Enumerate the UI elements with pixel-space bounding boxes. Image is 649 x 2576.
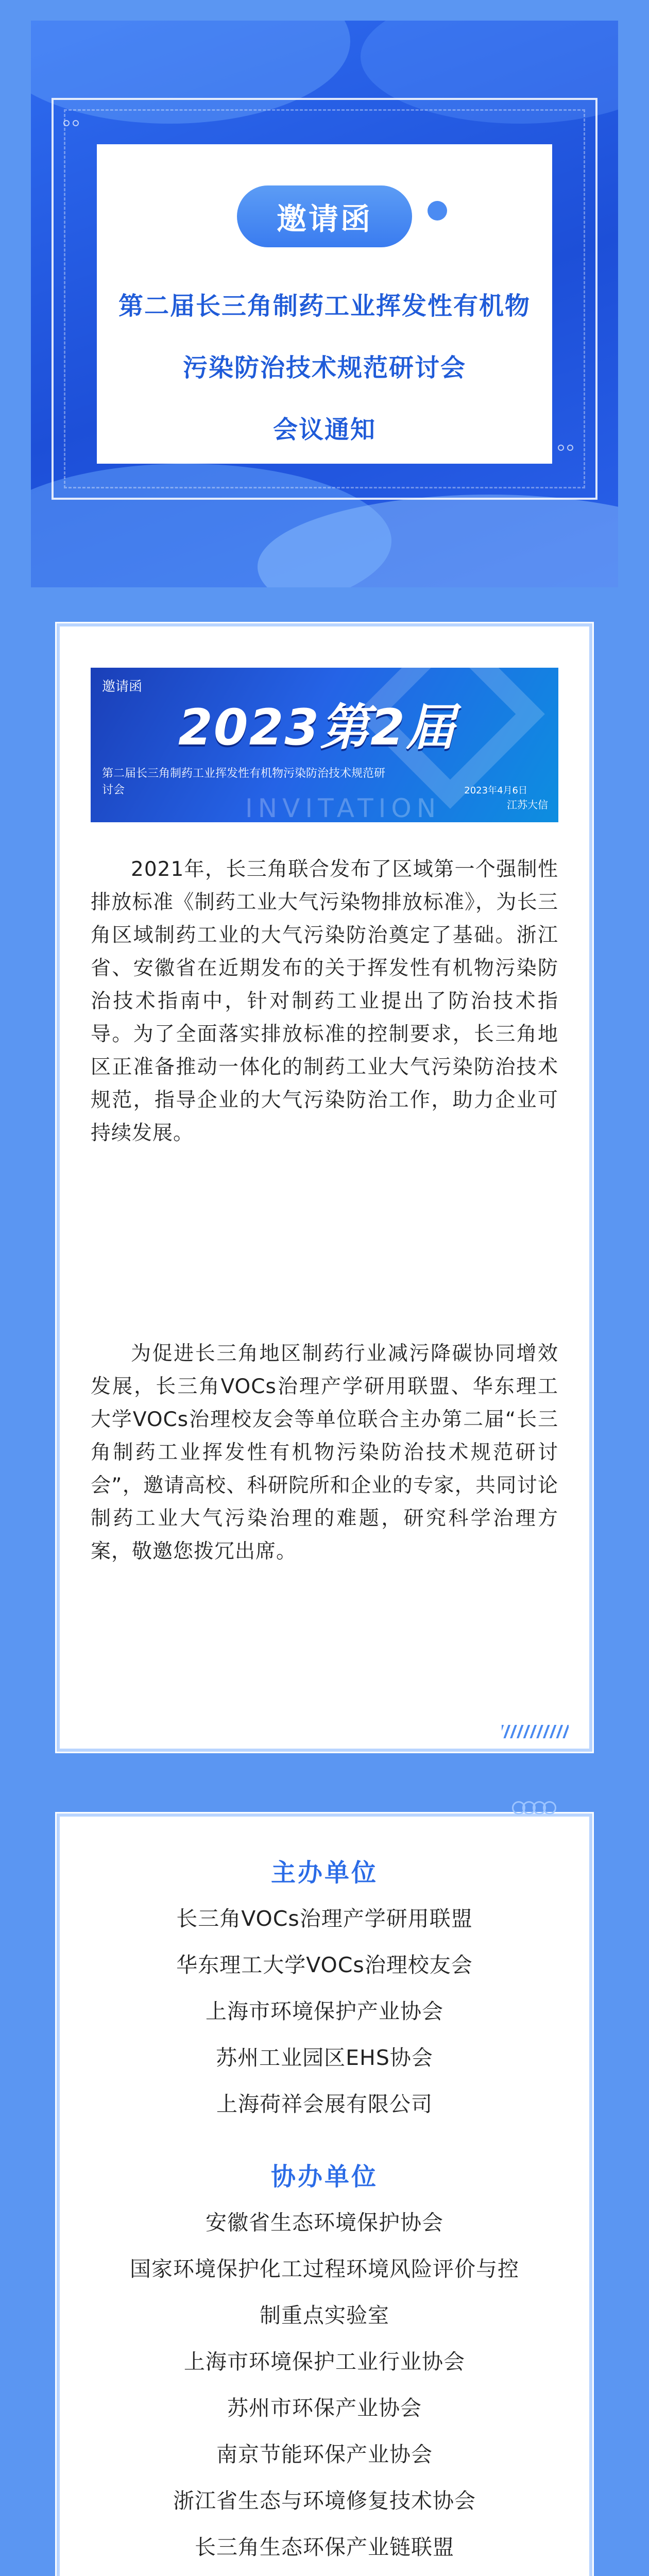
circuit-dots-icon xyxy=(556,443,587,464)
co-organizer-item: 浙江省生态与环境修复技术协会 xyxy=(173,2488,476,2513)
event-banner-image xyxy=(91,668,558,822)
host-item: 上海市环境保护产业协会 xyxy=(206,1999,443,2024)
banner-watermark: INVITATION xyxy=(245,793,441,822)
co-organizer-item: 制重点实验室 xyxy=(260,2303,389,2328)
hosts-heading: 主办单位 xyxy=(270,1858,378,1887)
banner-year-title: 2023第2届 xyxy=(178,699,456,756)
title-line-2: 污染防治技术规范研讨会 xyxy=(182,353,466,382)
circle-dots-icon xyxy=(512,1801,579,1822)
co-organizer-item: 安徽省生态环境保护协会 xyxy=(206,2210,443,2235)
banner-label: 邀请函 xyxy=(102,679,143,694)
organizers-section xyxy=(57,1814,592,2576)
co-organizer-item: 上海市环境保护工业行业协会 xyxy=(184,2349,465,2374)
banner-date: 2023年4月6日 xyxy=(464,785,527,796)
title-line-1: 第二届长三角制药工业挥发性有机物 xyxy=(118,292,531,320)
intro-section xyxy=(57,623,592,1752)
invitation-badge: 邀请函 xyxy=(237,185,412,247)
host-item: 华东理工大学VOCs治理校友会 xyxy=(176,1953,473,1977)
co-organizers-heading: 协办单位 xyxy=(270,2162,378,2191)
intro-paragraph-2: 为促进长三角地区制药行业减污降碳协同增效发展，长三角VOCs治理产学研用联盟、华东理工大学VOCs治理校友会等单位联合主办第二届“长三角制药工业挥发性有机物污染防治技术规范研讨会”，邀请高校、科研院所和企业的专家，共同讨论制药工业大气污染治理的难题，研究科学治理方案，敬邀您拨冗出席。 xyxy=(91,1342,558,1563)
co-organizer-item: 苏州市环保产业协会 xyxy=(227,2396,422,2420)
co-organizer-item: 长三角生态环保产业链联盟 xyxy=(195,2535,454,2560)
host-item: 长三角VOCs治理产学研用联盟 xyxy=(176,1906,473,1931)
title-line-3: 会议通知 xyxy=(272,415,376,444)
co-organizer-item: 南京节能环保产业协会 xyxy=(216,2442,433,2467)
invitation-header xyxy=(31,21,618,587)
badge-dot-icon xyxy=(428,201,447,221)
banner-org: 江苏大信 xyxy=(507,799,548,811)
stripes-decor-icon xyxy=(502,1725,569,1738)
banner-subtitle: 第二届长三角制药工业挥发性有机物污染防治技术规范研讨会 xyxy=(102,767,386,796)
intro-paragraph-1: 2021年，长三角联合发布了区域第一个强制性排放标准《制药工业大气污染物排放标准》，为长三角区域制药工业的大气污染防治奠定了基础。浙江省、安徽省在近期发布的关于挥发性有机物污染防治技术指南中，针对制药工业提出了防治技术指导。为了全面落实排放标准的控制要求，长三角地区正准备推动一体化的制药工业大气污染防治技术规范，指导企业的大气污染防治工作，助力企业可持续发展。 xyxy=(91,858,558,1145)
host-item: 苏州工业园区EHS协会 xyxy=(216,2045,433,2070)
circuit-dots-icon xyxy=(62,118,93,139)
co-organizer-item: 国家环境保护化工过程环境风险评价与控 xyxy=(130,2257,519,2281)
host-item: 上海荷祥会展有限公司 xyxy=(216,2092,433,2116)
